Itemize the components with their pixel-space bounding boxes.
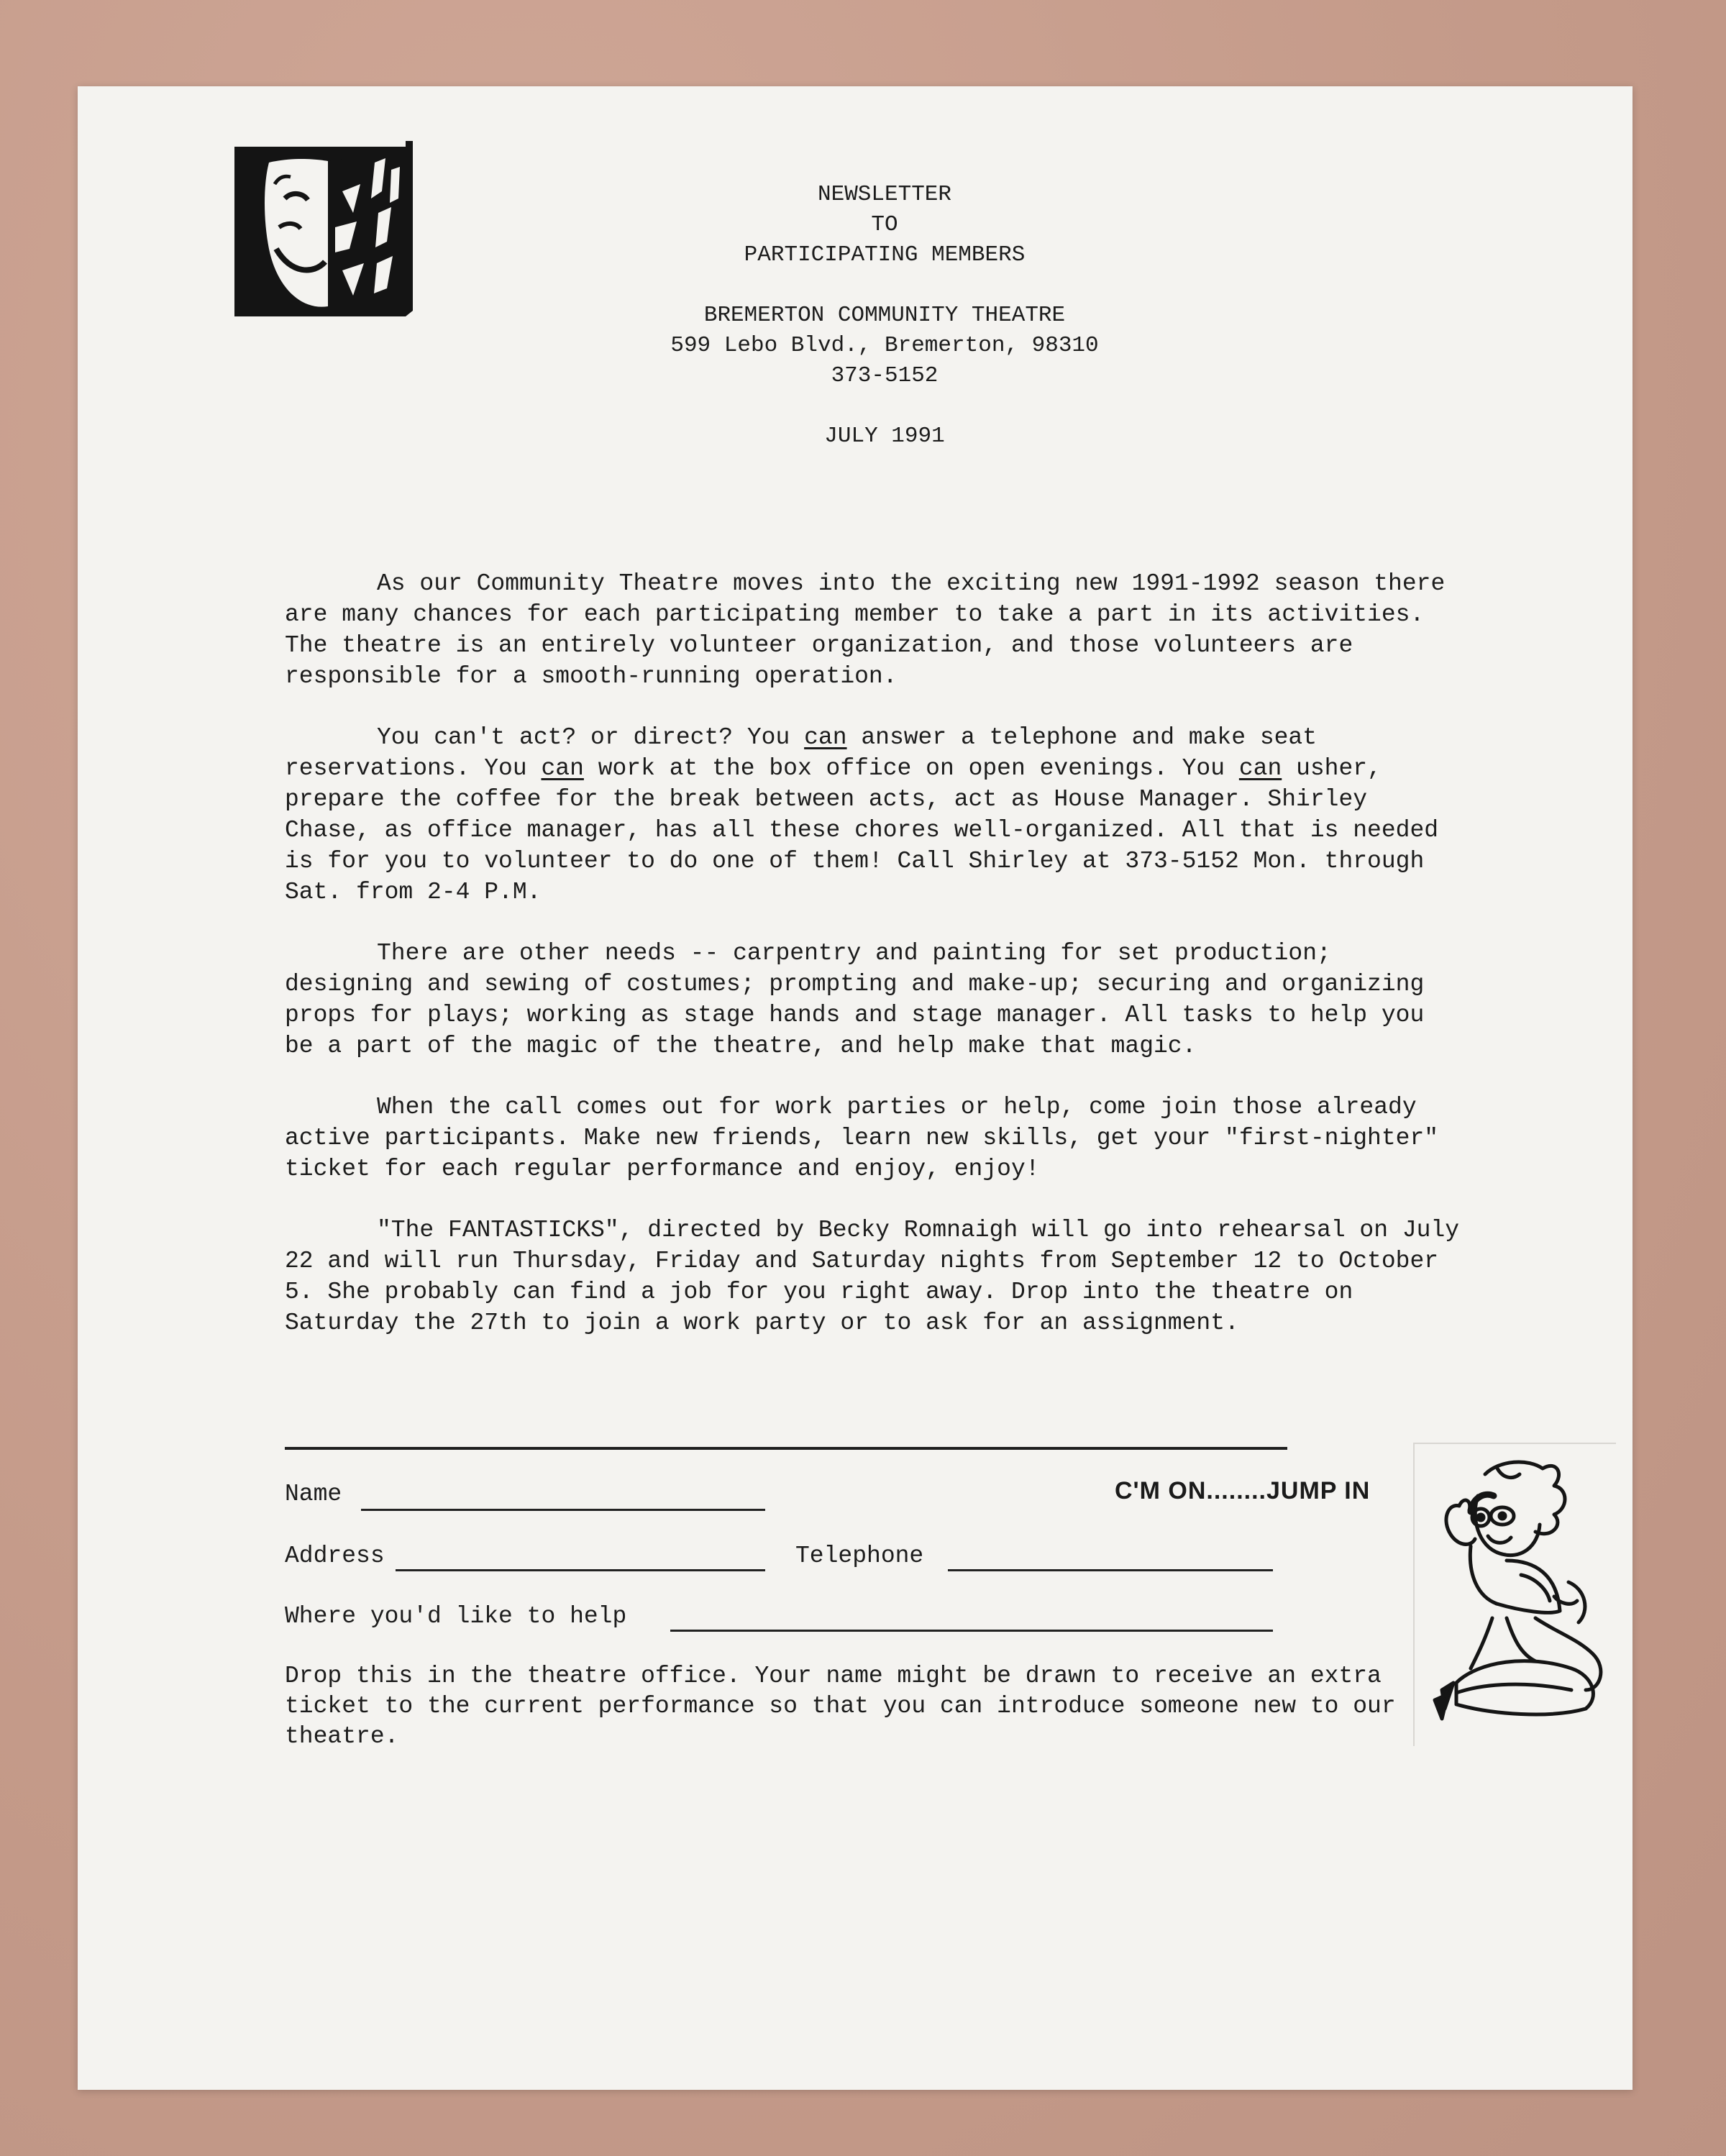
organization-address: 599 Lebo Blvd., Bremerton, 98310 [670,333,1099,358]
header-title-line1: NEWSLETTER [817,182,952,207]
address-label: Address [285,1543,385,1569]
address-field[interactable] [396,1569,765,1571]
organization-phone: 373-5152 [831,363,939,388]
telephone-label: Telephone [795,1543,924,1569]
name-label: Name [285,1481,342,1507]
theatre-masks-icon [234,141,413,318]
drop-off-note: Drop this in the theatre office. Your name might be drawn to receive an extra ticket to the current performance so that you can introduce someone new to our theatre. [285,1663,1396,1750]
name-field[interactable] [361,1509,765,1511]
help-label: Where you'd like to help [285,1603,627,1630]
form-divider [285,1447,1287,1450]
help-field[interactable] [670,1630,1273,1632]
paragraph-volunteer: You can't act? or direct? You can answer a telephone and make seat reservations. You can work at the box office on open evenings. You can usher, prepare the coffee for the break between acts, act as House Manager. Shirley Chase, as office manager, has all these chores well-organized. All that is needed is for you to volunteer to do one of them! Call Shirley at 373-5152 Mon. through Sat. from 2-4 P.M. [285,724,1439,905]
paragraph-other-needs: There are other needs -- carpentry and painting for set production; designing and sewing of costumes; prompting and make-up; securing and organizing props for plays; working as stage hands and stage manager. All tasks to help you be a part of the magic of the theatre, and help make that magic. [285,940,1425,1059]
paragraph-fantasticks: "The FANTASTICKS", directed by Becky Romnaigh will go into rehearsal on July 22 and will run Thursday, Friday and Saturday nights from September 12 to October 5. She probably can find a job for you right away. Drop into the theatre on Saturday the 27th to join a work party or to ask for an assignment. [285,1217,1460,1336]
jumping-kid-icon [1428,1453,1615,1748]
paragraph-season: As our Community Theatre moves into the exciting new 1991-1992 season there are many chances for each participating member to take a part in its activities. The theatre is an entirely volunteer organization, and those volunteers are responsible for a smooth-running operation. [285,570,1446,690]
newsletter-body [285,568,1464,1369]
telephone-field[interactable] [948,1569,1273,1571]
slogan-text: C'M ON........JUMP IN [1115,1477,1371,1504]
newsletter-date: JULY 1991 [824,424,945,449]
organization-name: BREMERTON COMMUNITY THEATRE [703,303,1066,328]
newsletter-header [503,180,1266,452]
header-title-line2: TO [871,212,898,237]
header-title-line3: PARTICIPATING MEMBERS [744,242,1026,268]
paragraph-work-parties: When the call comes out for work parties or help, come join those already active participants. Make new friends, learn new skills, get your "first-nighter" ticket for each regular performance and enjoy, enjoy! [285,1094,1439,1182]
